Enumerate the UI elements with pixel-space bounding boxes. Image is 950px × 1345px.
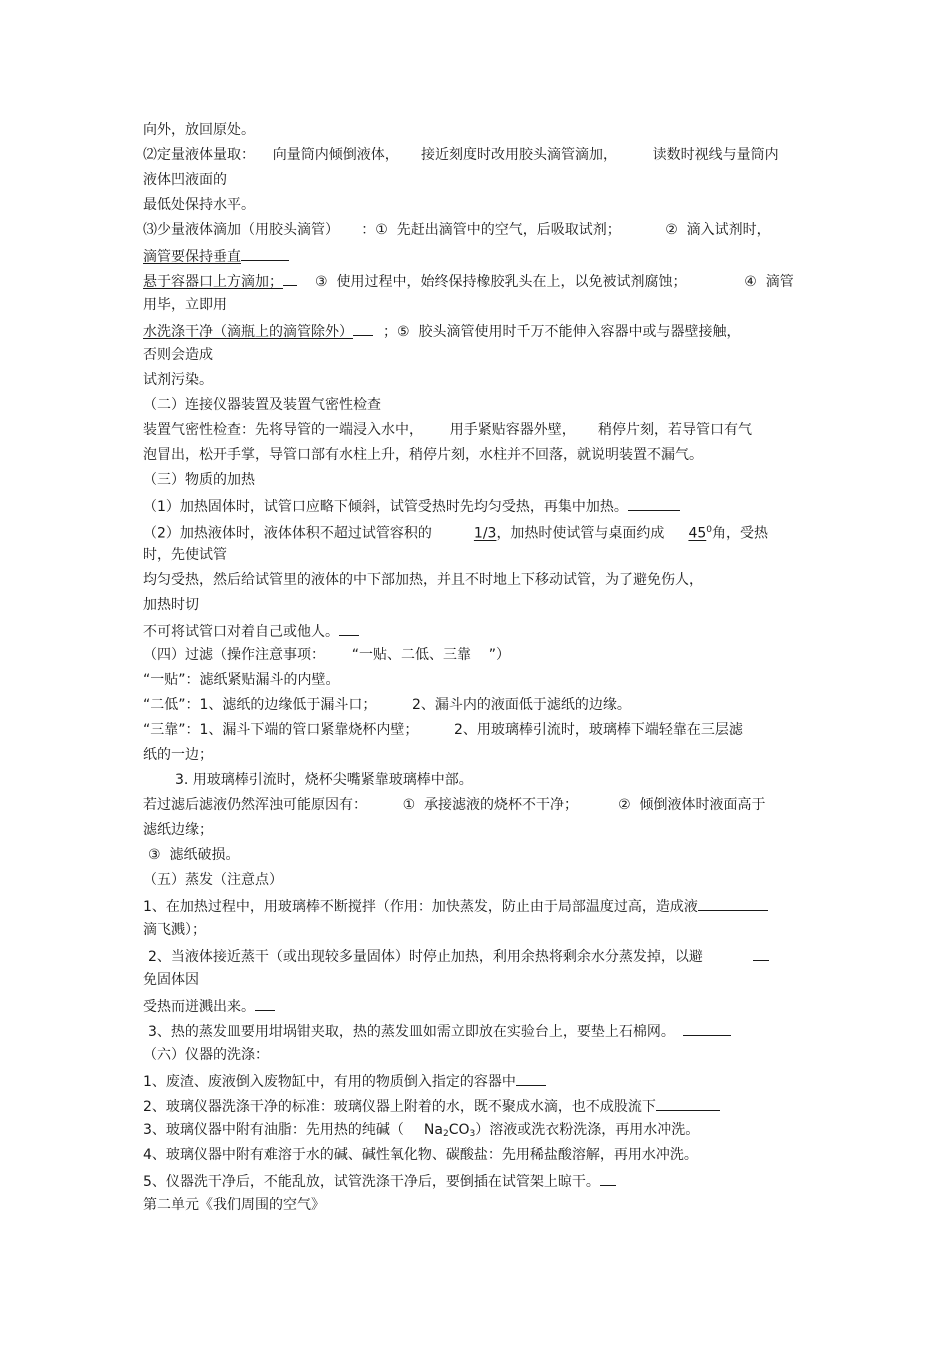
- underlined-text: 悬于容器口上方滴加；: [143, 274, 283, 290]
- text-line: 向外，放回原处。: [143, 122, 255, 138]
- fill-blank: [683, 1021, 731, 1036]
- text-segment: 受热而迸溅出来。: [143, 999, 255, 1015]
- section-heading: （四）过滤（操作注意事项： “一贴、二低、三靠 ”）: [143, 647, 511, 663]
- superscript: 0: [706, 525, 712, 535]
- text-line: [143, 321, 740, 341]
- fill-blank: [600, 1171, 616, 1186]
- fill-blank: [753, 946, 769, 961]
- text-line: ⑵定量液体量取： 向量筒内倾倒液体， 接近刻度时改用胶头滴管滴加， 读数时视线与量筒内: [143, 147, 779, 163]
- text-line: “三靠”：1、漏斗下端的管口紧靠烧杯内壁； 2、用玻璃棒引流时，玻璃棒下端轻靠在三层滤: [143, 722, 743, 738]
- formula-part: CO: [448, 1122, 470, 1138]
- text-segment: 角，受热: [712, 525, 768, 542]
- underlined-text: 滴管要保持垂直: [143, 249, 241, 265]
- fill-blank: [339, 621, 359, 636]
- fill-blank: [283, 271, 297, 286]
- text-line: 时，先使试管: [143, 547, 227, 563]
- text-line: [143, 996, 275, 1016]
- text-segment: 3、玻璃仪器中附有油脂：先用热的纯碱（: [143, 1122, 404, 1138]
- text-segment: ，加热时使试管与桌面约成: [496, 525, 665, 542]
- text-line: 滤纸边缘；: [143, 822, 213, 838]
- text-line: 泡冒出，松开手掌，导管口部有水柱上升，稍停片刻，水柱并不回落，就说明装置不漏气。: [143, 447, 703, 463]
- text-segment: 3、热的蒸发皿要用坩埚钳夹取，热的蒸发皿如需立即放在实验台上，要垫上石棉网。: [148, 1024, 675, 1040]
- text-line: [143, 246, 289, 266]
- text-line: [148, 946, 769, 966]
- text-line: [143, 896, 768, 916]
- text-segment: 5、仪器洗干净后，不能乱放，试管洗涤干净后，要倒插在试管架上晾干。: [143, 1174, 600, 1190]
- section-heading: （二）连接仪器装置及装置气密性检查: [143, 397, 381, 413]
- text-line: ⑶少量液体滴加（用胶头滴管） ：① 先赶出滴管中的空气，后吸取试剂； ② 滴入试剂时，: [143, 222, 771, 238]
- text-line: [143, 496, 680, 516]
- section-heading: （五）蒸发（注意点）: [143, 872, 283, 888]
- subscript: 2: [442, 1129, 449, 1139]
- text-line: [143, 521, 768, 543]
- text-line: 3. 用玻璃棒引流时，烧杯尖嘴紧靠玻璃棒中部。: [175, 772, 473, 788]
- text-segment: （1）加热固体时，试管口应略下倾斜，试管受热时先均匀受热，再集中加热。: [143, 499, 628, 515]
- text-segment: 1、废渣、废液倒入废物缸中，有用的物质倒入指定的容器中: [143, 1074, 516, 1090]
- text-line: “二低”：1、滤纸的边缘低于漏斗口； 2、漏斗内的液面低于滤纸的边缘。: [143, 697, 631, 713]
- text-line: 否则会造成: [143, 347, 213, 363]
- text-segment: 1、在加热过程中，用玻璃棒不断搅拌（作用：加快蒸发，防止由于局部温度过高，造成液: [143, 899, 698, 915]
- text-segment: 2、玻璃仪器洗涤干净的标准：玻璃仪器上附着的水，既不聚成水滴，也不成股流下: [143, 1099, 656, 1115]
- formula-part: Na: [423, 1122, 443, 1138]
- text-line: 加热时切: [143, 597, 199, 613]
- text-line: 4、玻璃仪器中附有难溶于水的碱、碱性氧化物、碳酸盐：先用稀盐酸溶解，再用水冲洗。: [143, 1147, 698, 1163]
- fill-blank: [353, 321, 373, 336]
- text-line: 均匀受热，然后给试管里的液体的中下部加热，并且不时地上下移动试管，为了避免伤人，: [143, 572, 703, 588]
- section-heading: （三）物质的加热: [143, 472, 255, 488]
- text-segment: （2）加热液体时，液体体积不超过试管容积的: [143, 525, 432, 542]
- section-heading: （六）仪器的洗涤：: [143, 1047, 269, 1063]
- text-line: 纸的一边；: [143, 747, 213, 763]
- fill-blank: [656, 1096, 720, 1111]
- text-line: [143, 271, 794, 291]
- text-line: [143, 1071, 546, 1091]
- text-line: 用毕，立即用: [143, 297, 227, 313]
- text-line: [143, 621, 359, 641]
- text-segment: 不可将试管口对着自己或他人。: [143, 624, 339, 640]
- fill-blank: [698, 896, 768, 911]
- text-line: [143, 1121, 699, 1143]
- fill-blank: [516, 1071, 546, 1086]
- underlined-text: 水洗涤干净（滴瓶上的滴管除外）: [143, 324, 353, 340]
- text-line: 若过滤后滤液仍然浑浊可能原因有： ① 承接滤液的烧杯不干净； ② 倾倒液体时液面高于: [143, 797, 766, 813]
- text-segment: ；⑤ 胶头滴管使用时千万不能伸入容器中或与器壁接触，: [383, 324, 741, 340]
- text-line: 免固体因: [143, 972, 199, 988]
- text-line: 液体凹液面的: [143, 172, 227, 188]
- text-line: [148, 1021, 731, 1041]
- text-line: [143, 1171, 616, 1191]
- text-line: 最低处保持水平。: [143, 197, 255, 213]
- text-line: 试剂污染。: [143, 372, 213, 388]
- text-segment: ③ 使用过程中，始终保持橡胶乳头在上，以免被试剂腐蚀； ④ 滴管: [315, 274, 794, 290]
- subscript: 3: [469, 1129, 476, 1139]
- text-line: “一贴”：滤纸紧贴漏斗的内壁。: [143, 672, 340, 688]
- text-line: [143, 1096, 720, 1116]
- fill-blank: [241, 246, 289, 261]
- unit-title: 第二单元《我们周围的空气》: [143, 1197, 325, 1213]
- underlined-text: 45: [688, 525, 707, 542]
- fill-blank: [628, 496, 680, 511]
- text-line: ③ 滤纸破损。: [148, 847, 240, 863]
- text-segment: ）溶液或洗衣粉洗涤，再用水冲洗。: [475, 1122, 700, 1138]
- fill-blank: [255, 996, 275, 1011]
- underlined-text: 1/3: [473, 525, 497, 542]
- text-line: 滴飞溅）；: [143, 922, 206, 938]
- text-segment: 2、当液体接近蒸干（或出现较多量固体）时停止加热，利用余热将剩余水分蒸发掉，以避: [148, 949, 703, 965]
- text-line: 装置气密性检查：先将导管的一端浸入水中， 用手紧贴容器外壁， 稍停片刻，若导管口有气: [143, 422, 752, 438]
